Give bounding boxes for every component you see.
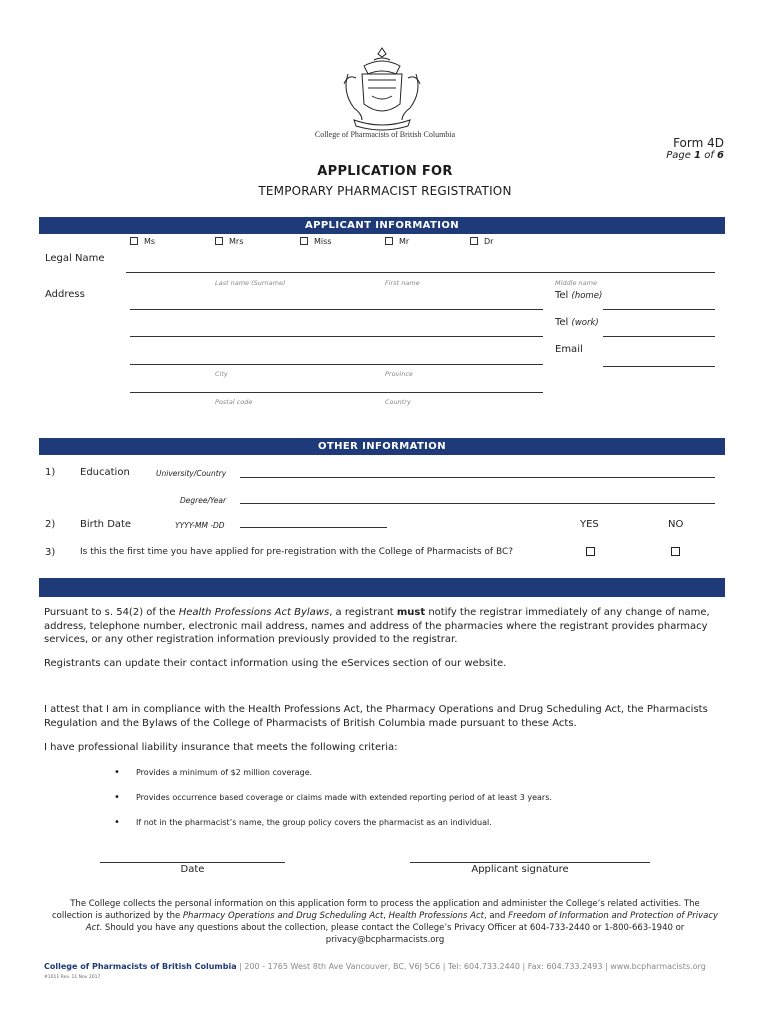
checkbox-icon xyxy=(300,237,308,245)
bylaws-paragraph: Pursuant to s. 54(2) of the Health Professions Act Bylaws, a registrant must notify the registrar immediately of any change of name, address, telephone number, electronic mail address, names and address of the pharmacies where the registrant provides pharmacy services, or any other registration information previously provided to the registrar. xyxy=(44,607,710,645)
legal-name-label: Legal Name xyxy=(45,253,105,264)
yes-column-label: YES xyxy=(580,519,599,530)
checkbox-icon xyxy=(130,237,138,245)
tel-home-label: Tel (home) xyxy=(555,290,603,301)
insurance-intro: I have professional liability insurance that meets the following criteria: xyxy=(44,742,398,753)
education-label: Education xyxy=(80,467,130,478)
signature-label: Applicant signature xyxy=(471,864,569,875)
first-time-yes-checkbox[interactable] xyxy=(586,547,595,556)
address-label: Address xyxy=(45,289,85,300)
birth-date-field[interactable] xyxy=(240,527,387,528)
middle-name-hint: Middle name xyxy=(555,279,597,287)
form-subtitle: TEMPORARY PHARMACIST REGISTRATION xyxy=(258,184,512,198)
degree-year-field[interactable] xyxy=(240,503,715,504)
checkbox-icon xyxy=(385,237,393,245)
q2-number: 2) xyxy=(45,519,56,530)
checkbox-icon xyxy=(215,237,223,245)
degree-year-label: Degree/Year xyxy=(180,496,227,505)
signature-field[interactable] xyxy=(410,862,650,863)
postal-code-hint: Postal code xyxy=(215,398,253,406)
bullet-icon: • xyxy=(114,792,120,803)
tel-home-field[interactable] xyxy=(603,309,715,310)
address-line-1[interactable] xyxy=(130,309,543,310)
college-crest-logo xyxy=(334,44,430,132)
country-hint: Country xyxy=(385,398,411,406)
salutation-ms[interactable]: Ms xyxy=(130,237,155,246)
page-indicator: Page 1 of 6 xyxy=(666,150,724,161)
other-information-bar: OTHER INFORMATION xyxy=(39,438,725,455)
birth-date-label: Birth Date xyxy=(80,519,132,530)
salutation-mr[interactable]: Mr xyxy=(385,237,409,246)
legal-name-field[interactable] xyxy=(126,272,715,273)
first-time-question: Is this the first time you have applied for pre-registration with the College of Pharmacists of BC? xyxy=(80,547,514,557)
q3-number: 3) xyxy=(45,547,56,558)
eservices-paragraph: Registrants can update their contact information using the eServices section of our website. xyxy=(44,658,507,669)
org-logo-text: College of Pharmacists of British Columbia xyxy=(314,130,456,139)
form-number: Form 4D xyxy=(673,136,724,150)
first-time-no-checkbox[interactable] xyxy=(671,547,680,556)
university-country-field[interactable] xyxy=(240,477,715,478)
insurance-criterion-2: Provides occurrence based coverage or claims made with extended reporting period of at least 3 years. xyxy=(136,793,552,802)
checkbox-icon xyxy=(470,237,478,245)
tel-work-label: Tel (work) xyxy=(555,317,599,328)
q1-number: 1) xyxy=(45,467,56,478)
province-hint: Province xyxy=(385,370,413,378)
bullet-icon: • xyxy=(114,817,120,828)
revision-note: #1011 Rev. 11 Nov 2017 xyxy=(44,975,101,980)
applicant-information-bar: APPLICANT INFORMATION xyxy=(39,217,725,234)
tel-work-field[interactable] xyxy=(603,336,715,337)
no-column-label: NO xyxy=(668,519,684,530)
last-name-hint: Last name (Surname) xyxy=(215,279,286,287)
date-label: Date xyxy=(180,864,205,875)
date-field[interactable] xyxy=(100,862,285,863)
email-label: Email xyxy=(555,344,583,355)
salutation-dr[interactable]: Dr xyxy=(470,237,493,246)
city-hint: City xyxy=(215,370,228,378)
salutation-mrs[interactable]: Mrs xyxy=(215,237,243,246)
birth-date-format: YYYY-MM -DD xyxy=(175,521,225,530)
footer-contact: College of Pharmacists of British Columbia | 200 - 1765 West 8th Ave Vancouver, BC, V6J 5C6 | Tel: 604.733.2440 | Fax: 604.733.2493 | www.bcpharmacists.org xyxy=(44,962,706,971)
address-line-2[interactable] xyxy=(130,336,543,337)
attestation-paragraph: I attest that I am in compliance with the Health Professions Act, the Pharmacy Operations and Drug Scheduling Act, the Pharmacists Regulation and the Bylaws of the College of Pharmacists of British Columbia made pursuant to these Acts. xyxy=(44,704,708,729)
insurance-criterion-3: If not in the pharmacist’s name, the group policy covers the pharmacist as an individual. xyxy=(136,818,492,827)
postal-country-field[interactable] xyxy=(130,392,543,393)
city-province-field[interactable] xyxy=(130,364,543,365)
bullet-icon: • xyxy=(114,767,120,778)
first-name-hint: First name xyxy=(385,279,420,287)
university-country-label: University/Country xyxy=(156,469,227,478)
salutation-miss[interactable]: Miss xyxy=(300,237,331,246)
form-title: APPLICATION FOR xyxy=(317,164,453,179)
privacy-notice: The College collects the personal information on this application form to process the application and administer the College’s related activities. The collection is authorized by the Pharmacy Operations and Drug Scheduling Act, Health Professions Act, and Freedom of Information and Protection of Privacy Act. Should you have any questions about the collection, please contact the College’s Privacy Officer at 604-733-2440 or 1-800-663-1940 or privacy@bcpharmacists.org xyxy=(51,899,719,945)
insurance-criterion-1: Provides a minimum of $2 million coverage. xyxy=(136,768,313,777)
email-field[interactable] xyxy=(603,366,715,367)
statement-bar xyxy=(39,578,725,597)
